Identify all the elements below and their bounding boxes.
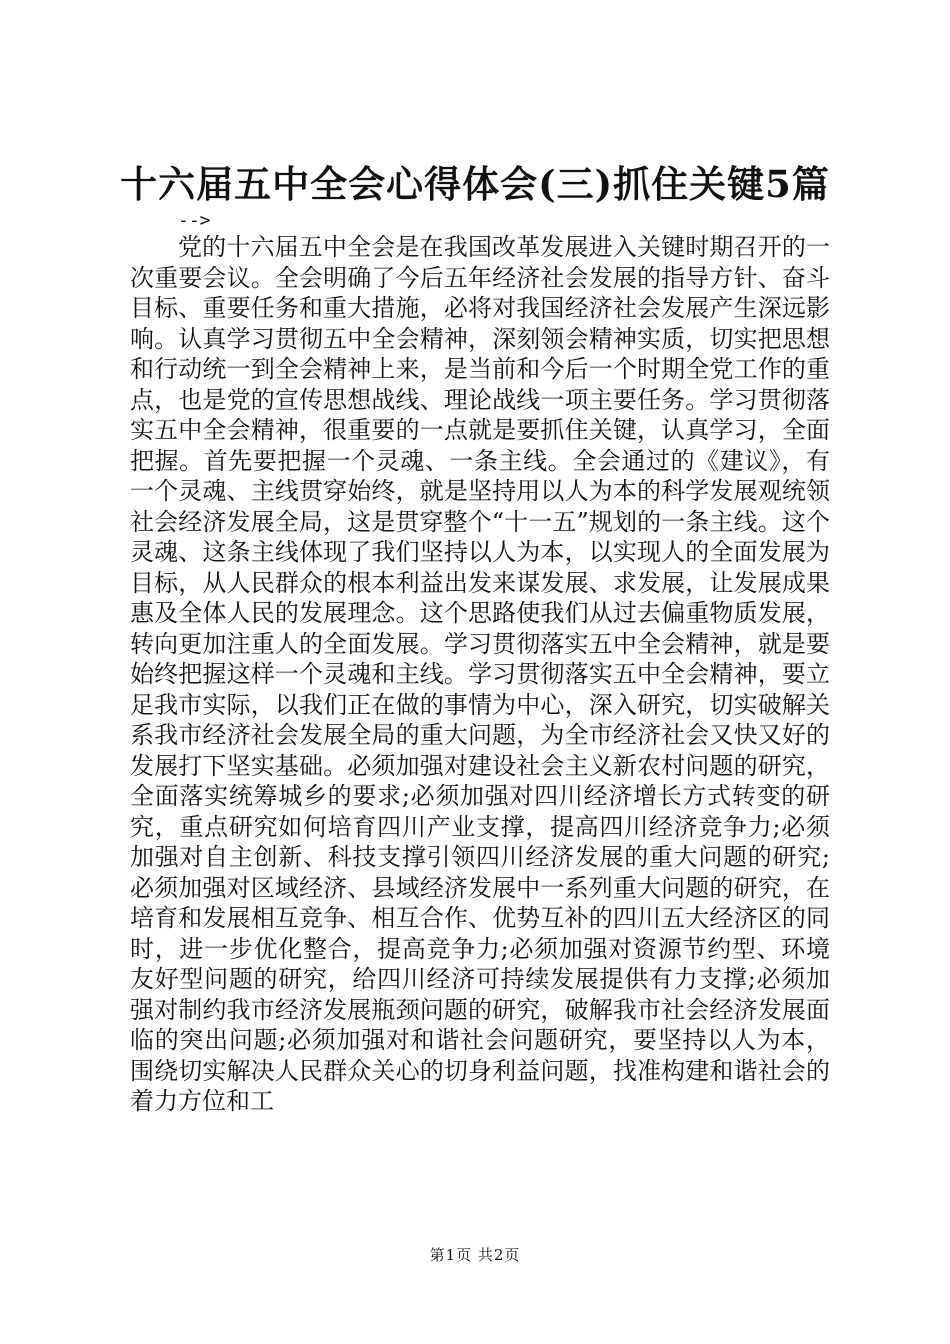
comment-marker: --> xyxy=(178,210,211,231)
document-title: 十六届五中全会心得体会(三)抓住关键5篇 xyxy=(120,162,830,206)
body-paragraph: 党的十六届五中全会是在我国改革发展进入关键时期召开的一次重要会议。全会明确了今后五年经济社会发展的指导方针、奋斗目标、重要任务和重大措施，必将对我国经济社会发展产生深远影响。认真学习贯彻五中全会精神，深刻领会精神实质，切实把思想和行动统一到全会精神上来，是当前和今后一个时期全党工作的重点，也是党的宣传思想战线、理论战线一项主要任务。学习贯彻落实五中全会精神，很重要的一点就是要抓住关键，认真学习，全面把握。首先要把握一个灵魂、一条主线。全会通过的《建议》，有一个灵魂、主线贯穿始终，就是坚持用以人为本的科学发展观统领社会经济发展全局，这是贯穿整个“十一五”规划的一条主线。这个灵魂、这条主线体现了我们坚持以人为本，以实现人的全面发展为目标，从人民群众的根本利益出发来谋发展、求发展，让发展成果惠及全体人民的发展理念。这个思路使我们从过去偏重物质发展，转向更加注重人的全面发展。学习贯彻落实五中全会精神，就是要始终把握这样一个灵魂和主线。学习贯彻落实五中全会精神，要立足我市实际，以我们正在做的事情为中心，深入研究，切实破解关系我市经济社会发展全局的重大问题，为全市经济社会又快又好的发展打下坚实基础。必须加强对建设社会主义新农村问题的研究，全面落实统筹城乡的要求;必须加强对四川经济增长方式转变的研究，重点研究如何培育四川产业支撑，提高四川经济竞争力;必须加强对自主创新、科技支撑引领四川经济发展的重大问题的研究;必须加强对区域经济、县域经济发展中一系列重大问题的研究，在培育和发展相互竞争、相互合作、优势互补的四川五大经济区的同时，进一步优化整合，提高竞争力;必须加强对资源节约型、环境友好型问题的研究，给四川经济可持续发展提供有力支撑;必须加强对制约我市经济发展瓶颈问题的研究，破解我市社会经济发展面临的突出问题;必须加强对和谐社会问题研究，要坚持以人为本，围绕切实解决人民群众关心的切身利益问题，找准构建和谐社会的着力方位和工 xyxy=(130,233,830,1115)
page-number-footer: 第1页 共2页 xyxy=(429,1246,521,1264)
